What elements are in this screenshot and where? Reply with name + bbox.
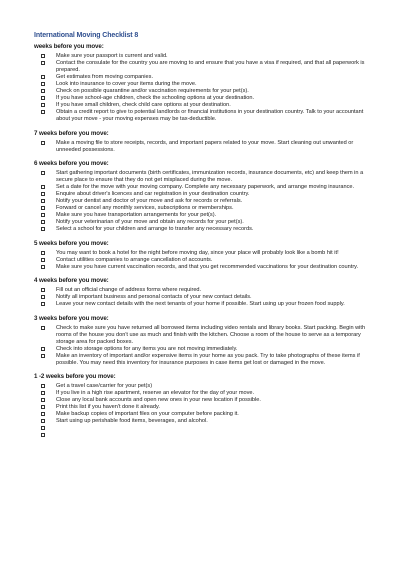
checkbox[interactable] xyxy=(41,265,45,269)
checklist-item-text: Make sure you have current vaccination records, and that you get recommended vaccinations for your destination country. xyxy=(56,263,359,270)
checkbox[interactable] xyxy=(41,326,45,330)
checklist-item xyxy=(34,191,374,198)
checkbox[interactable] xyxy=(41,75,45,79)
checklist-item-text: Contact the consulate for the country you are moving to and ensure that you have a visa if required, and that all paperwork is prepared. xyxy=(56,60,365,73)
section-heading: 1 -2 weeks before you move: xyxy=(34,373,116,380)
checklist-item xyxy=(34,404,374,411)
checklist-item xyxy=(34,95,374,102)
checkbox[interactable] xyxy=(41,89,45,93)
section-heading: 7 weeks before you move: xyxy=(34,129,109,137)
checklist-item xyxy=(34,198,374,205)
checklist-item-text: Check to make sure you have returned all borrowed items including video rentals and library books. Start packing. Begin with rooms of the house you don't use as much and finish with the kitchen. Choose a room of the house to serve as a temporary storage area for packed boxes. xyxy=(56,324,366,345)
checkbox[interactable] xyxy=(41,185,45,189)
checklist-item xyxy=(34,53,374,60)
checkbox[interactable] xyxy=(41,192,45,196)
checklist-item xyxy=(34,294,374,301)
checkbox[interactable] xyxy=(41,206,45,210)
checklist-item xyxy=(34,418,374,425)
checklist-section xyxy=(34,43,374,123)
section-heading: 5 weeks before you move: xyxy=(34,239,109,247)
checkbox[interactable] xyxy=(41,141,45,145)
checklist-item xyxy=(34,411,374,418)
section-heading: weeks before you move: xyxy=(34,43,104,50)
checkbox[interactable] xyxy=(41,354,45,358)
checklist-item-text: Get estimates from moving companies. xyxy=(56,74,153,80)
checklist-item-text: Set a date for the move with your moving company. Complete any necessary paperwork, and arrange moving insurance. xyxy=(56,184,355,190)
checklist-item-text: Fill out an official change of address forms where required. xyxy=(56,287,202,293)
checklist-item-text: Check on possible quarantine and/or vaccination requirements for your pet(s). xyxy=(56,88,249,94)
checklist-item xyxy=(34,325,374,346)
checklist-section xyxy=(34,373,374,439)
checkbox[interactable] xyxy=(41,110,45,114)
checklist-item-text: You may want to book a hotel for the night before moving day, since your place will probably look like a bomb hit it! xyxy=(56,249,339,256)
section-heading: 6 weeks before you move: xyxy=(34,160,109,167)
checklist-item xyxy=(34,353,374,367)
checkbox[interactable] xyxy=(41,54,45,58)
checkbox[interactable] xyxy=(41,199,45,203)
checklist-item xyxy=(34,226,374,233)
checklist-item xyxy=(34,74,374,81)
section-heading: 3 weeks before you move: xyxy=(34,314,109,322)
checklist-item xyxy=(34,109,374,123)
checklist-item-text: Forward or cancel any monthly services, subscriptions or memberships. xyxy=(56,205,234,211)
checkbox[interactable] xyxy=(41,302,45,306)
document-title: International Moving Checklist 8 xyxy=(34,32,139,39)
checkbox[interactable] xyxy=(41,295,45,299)
checkbox[interactable] xyxy=(41,213,45,217)
checklist-item-text: Make an inventory of important and/or expensive items in your home as you pack. Try to take photographs of these items if possible. You may need this inventory for insurance purposes in case items get lost or damaged in the move. xyxy=(56,352,360,366)
checklist-item xyxy=(34,102,374,109)
checkbox[interactable] xyxy=(41,398,45,402)
checkbox[interactable] xyxy=(41,96,45,100)
checklist-item-text: Look into insurance to cover your items during the move. xyxy=(56,81,197,87)
checklist-section xyxy=(34,130,374,154)
checklist-content xyxy=(34,43,374,446)
checklist-item-text: Print this list if you haven't done it already. xyxy=(56,404,160,410)
checklist-item-text: If you have small children, check child care options at your destination. xyxy=(56,102,231,108)
checkbox[interactable] xyxy=(41,433,45,437)
checklist-item xyxy=(34,346,374,353)
section-heading: 4 weeks before you move: xyxy=(34,277,109,284)
checklist-item xyxy=(34,432,374,439)
checklist-item-text: Enquire about driver's licences and car registration in your destination country. xyxy=(56,191,250,197)
checklist-item-text: Leave your new contact details with the next tenants of your home if possible. Start using up your frozen food supply. xyxy=(56,301,345,307)
checklist-item xyxy=(34,301,374,308)
checkbox[interactable] xyxy=(41,258,45,262)
checklist-item-text: Check into storage options for any items you are not moving immediately. xyxy=(56,345,238,352)
checkbox[interactable] xyxy=(41,426,45,430)
checkbox[interactable] xyxy=(41,384,45,388)
checklist-item xyxy=(34,390,374,397)
checkbox[interactable] xyxy=(41,405,45,409)
checklist-item xyxy=(34,250,374,257)
checklist-item xyxy=(34,205,374,212)
checklist-item xyxy=(34,287,374,294)
checklist-section xyxy=(34,160,374,233)
checklist-item xyxy=(34,425,374,432)
checklist-item-text: Make backup copies of important files on your computer before packing it. xyxy=(56,411,239,417)
checklist-item-text: Get a travel case/carrier for your pet(s) xyxy=(56,383,153,389)
checklist-item xyxy=(34,140,374,154)
checkbox[interactable] xyxy=(41,61,45,65)
checklist-item xyxy=(34,184,374,191)
checklist-item xyxy=(34,60,374,74)
checklist-item-text: If you live in a high rise apartment, reserve an elevator for the day of your move. xyxy=(56,390,255,396)
checklist-item-text: Obtain a credit report to give to potential landlords or financial institutions in your destination country. Talk to your accountant about your move - your moving expenses may be tax-deductible. xyxy=(56,109,364,122)
checkbox[interactable] xyxy=(41,227,45,231)
checklist-item xyxy=(34,170,374,184)
checklist-item-text: Select a school for your children and arrange to transfer any necessary records. xyxy=(56,226,254,232)
checklist-item-text: Contact utilities companies to arrange cancellation of accounts. xyxy=(56,256,213,263)
checkbox[interactable] xyxy=(41,251,45,255)
checklist-item xyxy=(34,212,374,219)
checklist-item-text: Start using up perishable food items, beverages, and alcohol. xyxy=(56,418,208,424)
checkbox[interactable] xyxy=(41,391,45,395)
checklist-item xyxy=(34,219,374,226)
checklist-item-text: Make sure you have transportation arrangements for your pet(s). xyxy=(56,212,217,218)
checkbox[interactable] xyxy=(41,347,45,351)
checklist-item-text: Make sure your passport is current and valid. xyxy=(56,53,168,59)
checklist-item xyxy=(34,81,374,88)
checklist-item xyxy=(34,88,374,95)
checklist-item-text: Close any local bank accounts and open new ones in your new location if possible. xyxy=(56,397,261,403)
checklist-item xyxy=(34,264,374,271)
checklist-item-text: Notify your dentist and doctor of your move and ask for records or referrals. xyxy=(56,198,243,204)
checklist-item-text: Start gathering important documents (birth certificates, immunization records, insurance documents, etc) and keep them in a secure place to ensure that they do not get misplaced during the move. xyxy=(56,170,364,183)
checklist-section xyxy=(34,240,374,271)
checklist-section xyxy=(34,315,374,367)
checklist-item-text: Notify your veterinarian of your move and obtain any records for your pet(s). xyxy=(56,219,244,225)
checkbox[interactable] xyxy=(41,220,45,224)
checklist-section xyxy=(34,277,374,308)
checklist-item-text: Notify all important business and personal contacts of your new contact details. xyxy=(56,294,252,300)
checklist-item-text: If you have school-age children, check the schooling options at your destination. xyxy=(56,95,255,101)
checkbox[interactable] xyxy=(41,288,45,292)
checklist-item xyxy=(34,257,374,264)
checkbox[interactable] xyxy=(41,171,45,175)
checklist-item xyxy=(34,383,374,390)
checklist-item xyxy=(34,397,374,404)
checkbox[interactable] xyxy=(41,82,45,86)
checkbox[interactable] xyxy=(41,412,45,416)
checkbox[interactable] xyxy=(41,103,45,107)
checkbox[interactable] xyxy=(41,419,45,423)
checklist-item-text: Make a moving file to store receipts, records, and important papers related to your move. Start cleaning out unwanted or unneeded possessions. xyxy=(56,139,354,153)
